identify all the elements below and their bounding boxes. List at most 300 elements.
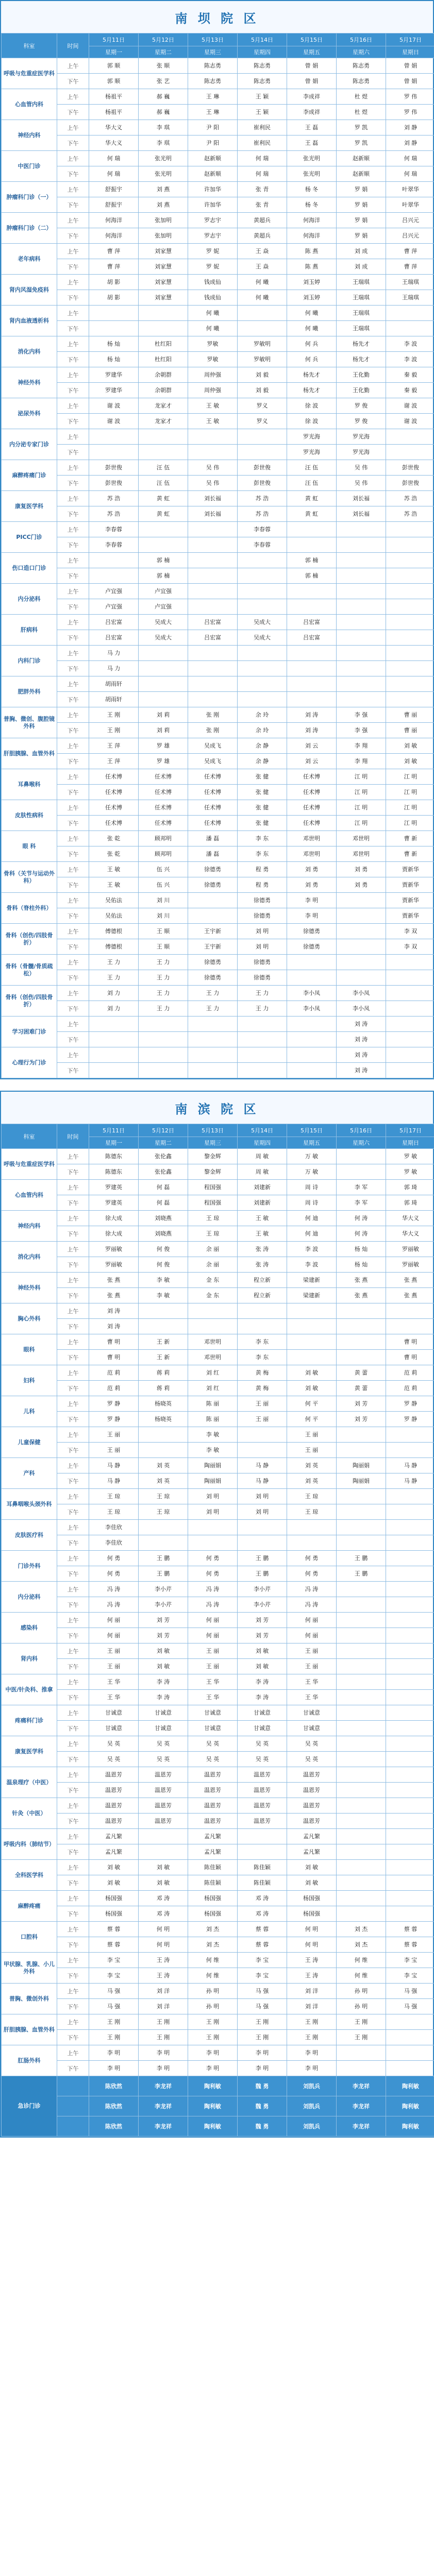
doctor-cell: 曹 明 bbox=[386, 1334, 434, 1350]
doctor-cell bbox=[238, 599, 287, 615]
doctor-cell: 何 磊 bbox=[139, 1180, 188, 1195]
doctor-cell bbox=[238, 306, 287, 321]
time-slot: 上午 bbox=[57, 769, 89, 785]
doctor-cell: 甘诚意 bbox=[139, 1705, 188, 1721]
time-slot: 上午 bbox=[57, 1674, 89, 1690]
summary-cell: 李龙祥 bbox=[139, 2116, 188, 2137]
time-slot: 上午 bbox=[57, 1303, 89, 1319]
dept-name: 肾内风湿免疫科 bbox=[2, 275, 57, 306]
time-slot: 下午 bbox=[57, 290, 89, 306]
doctor-cell: 任术博 bbox=[188, 816, 238, 831]
doctor-cell: 王 涛 bbox=[287, 1968, 337, 1984]
doctor-cell: 刘家慧 bbox=[139, 275, 188, 290]
schedule-row bbox=[2, 1551, 434, 1566]
doctor-cell bbox=[139, 445, 188, 460]
time-slot: 上午 bbox=[57, 1798, 89, 1814]
doctor-cell: 王瑞琪 bbox=[337, 290, 386, 306]
doctor-cell: 刘 明 bbox=[238, 1489, 287, 1504]
doctor-cell: 罗敏明 bbox=[238, 352, 287, 367]
doctor-cell: 何 瑞 bbox=[89, 166, 139, 182]
doctor-cell: 张 健 bbox=[238, 800, 287, 816]
doctor-cell: 罗 娟 bbox=[337, 213, 386, 228]
doctor-cell: 蒋 莉 bbox=[139, 1365, 188, 1381]
dept-name: 神经内科 bbox=[2, 120, 57, 151]
doctor-cell bbox=[188, 1303, 238, 1319]
doctor-cell bbox=[188, 1016, 238, 1032]
header-date: 5月14日 bbox=[238, 33, 287, 46]
time-slot: 上午 bbox=[57, 1984, 89, 1999]
doctor-cell: 刘 杰 bbox=[337, 1937, 386, 1953]
time-slot: 上午 bbox=[57, 553, 89, 568]
doctor-cell: 何 维 bbox=[337, 1953, 386, 1968]
doctor-cell bbox=[337, 1798, 386, 1814]
doctor-cell bbox=[188, 522, 238, 537]
doctor-cell: 任术博 bbox=[287, 769, 337, 785]
schedule-row bbox=[2, 785, 434, 800]
doctor-cell: 何 曦 bbox=[238, 275, 287, 290]
doctor-cell: 李 强 bbox=[337, 723, 386, 738]
doctor-cell: 任术博 bbox=[139, 800, 188, 816]
summary-row bbox=[2, 2116, 434, 2137]
doctor-cell: 李 明 bbox=[287, 2045, 337, 2061]
doctor-cell: 王 丽 bbox=[238, 1412, 287, 1427]
doctor-cell: 罗义 bbox=[238, 398, 287, 414]
time-slot: 下午 bbox=[57, 414, 89, 429]
time-slot: 上午 bbox=[57, 244, 89, 259]
dept-name: 肝胆胰腺、血管外科 bbox=[2, 2014, 57, 2045]
schedule-row bbox=[2, 877, 434, 893]
doctor-cell: 汪 伍 bbox=[139, 460, 188, 476]
schedule-row bbox=[2, 1628, 434, 1643]
doctor-cell: 温恩芳 bbox=[139, 1767, 188, 1783]
doctor-cell: 刘 明 bbox=[238, 939, 287, 955]
schedule-row bbox=[2, 1427, 434, 1443]
doctor-cell bbox=[188, 1032, 238, 1047]
doctor-cell: 甘诚意 bbox=[139, 1721, 188, 1736]
time-slot: 下午 bbox=[57, 599, 89, 615]
doctor-cell: 孙 明 bbox=[337, 1999, 386, 2014]
schedule-row bbox=[2, 1365, 434, 1381]
schedule-row bbox=[2, 1016, 434, 1032]
doctor-cell: 王 涛 bbox=[287, 1953, 337, 1968]
dept-name: 骨科（创伤/四肢骨折） bbox=[2, 924, 57, 955]
schedule-row bbox=[2, 1412, 434, 1427]
doctor-cell: 王 丽 bbox=[287, 1443, 337, 1458]
doctor-cell bbox=[139, 1443, 188, 1458]
summary-cell: 陶利敏 bbox=[386, 2096, 434, 2116]
doctor-cell: 王宇新 bbox=[188, 924, 238, 939]
doctor-cell: 李 波 bbox=[287, 1242, 337, 1257]
time-slot: 上午 bbox=[57, 1613, 89, 1628]
doctor-cell: 吴成大 bbox=[238, 630, 287, 646]
doctor-cell: 吴成大 bbox=[238, 615, 287, 630]
doctor-cell: 王 敏 bbox=[238, 1211, 287, 1226]
doctor-cell: 王 鹏 bbox=[238, 1551, 287, 1566]
doctor-cell: 潘 磊 bbox=[188, 846, 238, 862]
doctor-cell: 刘 涛 bbox=[337, 1063, 386, 1078]
schedule-row bbox=[2, 476, 434, 491]
doctor-cell: 李 明 bbox=[238, 2061, 287, 2076]
time-slot: 下午 bbox=[57, 723, 89, 738]
doctor-cell: 刘建新 bbox=[238, 1180, 287, 1195]
doctor-cell: 程立新 bbox=[238, 1288, 287, 1303]
doctor-cell bbox=[337, 893, 386, 908]
doctor-cell: 余 玲 bbox=[238, 723, 287, 738]
doctor-cell bbox=[386, 1906, 434, 1922]
doctor-cell: 李 军 bbox=[337, 1195, 386, 1211]
doctor-cell bbox=[386, 646, 434, 661]
dept-name: 内分泌科 bbox=[2, 584, 57, 615]
doctor-cell: 李 东 bbox=[238, 831, 287, 846]
summary-row bbox=[2, 2076, 434, 2096]
summary-name: 急诊门诊 bbox=[2, 2076, 57, 2137]
doctor-cell bbox=[337, 1906, 386, 1922]
doctor-cell: 黄超兵 bbox=[238, 213, 287, 228]
summary-cell: 魏 勇 bbox=[238, 2096, 287, 2116]
doctor-cell: 刘 毅 bbox=[238, 367, 287, 383]
doctor-cell bbox=[337, 1582, 386, 1597]
doctor-cell: 卢宜强 bbox=[89, 584, 139, 599]
doctor-cell bbox=[386, 568, 434, 584]
doctor-cell: 罗 妮 bbox=[188, 259, 238, 275]
schedule-row bbox=[2, 275, 434, 290]
doctor-cell: 张 健 bbox=[238, 769, 287, 785]
doctor-cell: 吴成大 bbox=[139, 615, 188, 630]
doctor-cell: 张 燕 bbox=[337, 1288, 386, 1303]
doctor-cell bbox=[386, 1767, 434, 1783]
doctor-cell bbox=[337, 1489, 386, 1504]
doctor-cell bbox=[238, 429, 287, 445]
doctor-cell: 王 琼 bbox=[188, 1226, 238, 1242]
time-slot: 上午 bbox=[57, 1047, 89, 1063]
doctor-cell bbox=[89, 445, 139, 460]
doctor-cell: 刘 敏 bbox=[139, 1860, 188, 1875]
doctor-cell: 刘 明 bbox=[238, 924, 287, 939]
doctor-cell: 何 丽 bbox=[89, 1628, 139, 1643]
doctor-cell: 李 宝 bbox=[386, 1953, 434, 1968]
doctor-cell: 李 明 bbox=[287, 893, 337, 908]
doctor-cell: 郭 琦 bbox=[386, 1180, 434, 1195]
time-slot: 上午 bbox=[57, 275, 89, 290]
doctor-cell: 王 丽 bbox=[238, 1396, 287, 1412]
time-slot: 下午 bbox=[57, 1999, 89, 2014]
header-weekday: 星期五 bbox=[287, 46, 337, 58]
doctor-cell: 刘 英 bbox=[287, 1473, 337, 1489]
doctor-cell: 周 敏 bbox=[238, 1149, 287, 1164]
doctor-cell: 罗志宇 bbox=[188, 228, 238, 244]
dept-name: 普胸、微创、腹腔镜外科 bbox=[2, 707, 57, 738]
time-slot: 上午 bbox=[57, 1520, 89, 1535]
doctor-cell bbox=[89, 1032, 139, 1047]
doctor-cell: 曾 娟 bbox=[287, 74, 337, 89]
doctor-cell: 陈志勇 bbox=[188, 74, 238, 89]
doctor-cell: 杜红阳 bbox=[139, 336, 188, 352]
header-slot: 时间 bbox=[57, 1124, 89, 1149]
schedule-row bbox=[2, 599, 434, 615]
doctor-cell bbox=[337, 584, 386, 599]
doctor-cell: 李小凤 bbox=[337, 1001, 386, 1016]
doctor-cell: 徐大成 bbox=[89, 1226, 139, 1242]
doctor-cell bbox=[287, 584, 337, 599]
doctor-cell: 何 涛 bbox=[337, 1211, 386, 1226]
doctor-cell: 郭 楠 bbox=[287, 568, 337, 584]
doctor-cell: 马 静 bbox=[89, 1458, 139, 1473]
doctor-cell: 张加明 bbox=[139, 228, 188, 244]
doctor-cell bbox=[337, 2061, 386, 2076]
doctor-cell bbox=[238, 1063, 287, 1078]
dept-name: 消化内科 bbox=[2, 336, 57, 367]
schedule-row bbox=[2, 522, 434, 537]
doctor-cell bbox=[386, 955, 434, 970]
schedule-table bbox=[1, 1124, 434, 2137]
time-slot: 下午 bbox=[57, 1164, 89, 1180]
doctor-cell bbox=[287, 1047, 337, 1063]
doctor-cell bbox=[386, 1582, 434, 1597]
doctor-cell: 金 东 bbox=[188, 1273, 238, 1288]
doctor-cell: 何 平 bbox=[287, 1412, 337, 1427]
dept-name: 产科 bbox=[2, 1458, 57, 1489]
summary-cell: 陶利敏 bbox=[188, 2116, 238, 2137]
header-date: 5月13日 bbox=[188, 33, 238, 46]
dept-name: 甲状腺、乳腺、小儿外科 bbox=[2, 1953, 57, 1984]
doctor-cell: 程国强 bbox=[188, 1195, 238, 1211]
time-slot: 上午 bbox=[57, 615, 89, 630]
doctor-cell: 黄 虹 bbox=[287, 491, 337, 506]
dept-name: PICC门诊 bbox=[2, 522, 57, 553]
doctor-cell: 陈 丽 bbox=[188, 1412, 238, 1427]
dept-name: 肿瘤科门诊（一） bbox=[2, 182, 57, 213]
time-slot: 下午 bbox=[57, 1412, 89, 1427]
doctor-cell: 何 迪 bbox=[287, 1226, 337, 1242]
doctor-cell: 李佳欣 bbox=[89, 1535, 139, 1551]
doctor-cell: 何海洋 bbox=[287, 228, 337, 244]
doctor-cell: 罗光海 bbox=[287, 445, 337, 460]
doctor-cell: 杨 灿 bbox=[89, 352, 139, 367]
doctor-cell: 杨国强 bbox=[89, 1891, 139, 1906]
schedule-row bbox=[2, 707, 434, 723]
doctor-cell bbox=[139, 1047, 188, 1063]
time-slot: 下午 bbox=[57, 506, 89, 522]
doctor-cell bbox=[386, 1875, 434, 1891]
doctor-cell: 王 华 bbox=[89, 1690, 139, 1705]
doctor-cell bbox=[139, 646, 188, 661]
summary-cell: 陶利敏 bbox=[386, 2076, 434, 2096]
time-slot: 下午 bbox=[57, 1814, 89, 1829]
doctor-cell bbox=[287, 1334, 337, 1350]
doctor-cell bbox=[386, 1016, 434, 1032]
doctor-cell: 陈志勇 bbox=[337, 74, 386, 89]
doctor-cell: 刘 成 bbox=[337, 244, 386, 259]
doctor-cell: 孟凡繁 bbox=[287, 1829, 337, 1844]
doctor-cell: 张 涛 bbox=[238, 1242, 287, 1257]
doctor-cell: 刘 成 bbox=[337, 259, 386, 275]
doctor-cell: 刘玉婷 bbox=[287, 275, 337, 290]
doctor-cell: 苏 浩 bbox=[89, 491, 139, 506]
doctor-cell: 罗 雄 bbox=[139, 738, 188, 754]
doctor-cell bbox=[188, 1063, 238, 1078]
doctor-cell: 赵新顺 bbox=[188, 151, 238, 166]
doctor-cell: 舒振宇 bbox=[89, 182, 139, 197]
doctor-cell: 江 明 bbox=[337, 785, 386, 800]
doctor-cell: 刘 敏 bbox=[386, 738, 434, 754]
doctor-cell: 吕宏富 bbox=[188, 630, 238, 646]
schedule-row bbox=[2, 1783, 434, 1798]
doctor-cell: 苏 浩 bbox=[386, 506, 434, 522]
doctor-cell: 李 敏 bbox=[188, 1443, 238, 1458]
doctor-cell: 郭 顺 bbox=[89, 74, 139, 89]
time-slot: 上午 bbox=[57, 1396, 89, 1412]
time-slot: 下午 bbox=[57, 568, 89, 584]
doctor-cell: 叶翠华 bbox=[386, 182, 434, 197]
doctor-cell: 黄 蕾 bbox=[337, 1365, 386, 1381]
time-slot: 下午 bbox=[57, 754, 89, 769]
schedule-row bbox=[2, 1891, 434, 1906]
doctor-cell: 何 俊 bbox=[139, 1257, 188, 1273]
header-date: 5月11日 bbox=[89, 1124, 139, 1137]
schedule-row bbox=[2, 89, 434, 105]
schedule-row bbox=[2, 290, 434, 306]
doctor-cell: 王 华 bbox=[287, 1690, 337, 1705]
schedule-row bbox=[2, 1535, 434, 1551]
doctor-cell: 何 丽 bbox=[287, 1613, 337, 1628]
doctor-cell: 王 华 bbox=[89, 1674, 139, 1690]
doctor-cell: 黄 虹 bbox=[139, 491, 188, 506]
header-date: 5月17日 bbox=[386, 1124, 434, 1137]
doctor-cell bbox=[386, 1566, 434, 1582]
doctor-cell: 刘 洋 bbox=[139, 1999, 188, 2014]
schedule-row bbox=[2, 1211, 434, 1226]
schedule-row bbox=[2, 816, 434, 831]
dept-name: 呼吸内科（肺结节） bbox=[2, 1829, 57, 1860]
doctor-cell: 李小芹 bbox=[139, 1582, 188, 1597]
doctor-cell: 罗 敏 bbox=[386, 1164, 434, 1180]
time-slot: 下午 bbox=[57, 197, 89, 213]
time-slot: 下午 bbox=[57, 785, 89, 800]
schedule-row bbox=[2, 754, 434, 769]
schedule-row bbox=[2, 1226, 434, 1242]
doctor-cell bbox=[238, 1016, 287, 1032]
header-date: 5月15日 bbox=[287, 1124, 337, 1137]
doctor-cell: 吴 英 bbox=[188, 1736, 238, 1752]
doctor-cell: 王 琼 bbox=[287, 1504, 337, 1520]
doctor-cell: 何 曦 bbox=[188, 321, 238, 336]
doctor-cell: 李小芹 bbox=[238, 1582, 287, 1597]
doctor-cell: 吕兴元 bbox=[386, 228, 434, 244]
doctor-cell bbox=[337, 1690, 386, 1705]
time-slot: 上午 bbox=[57, 1582, 89, 1597]
doctor-cell bbox=[386, 2014, 434, 2030]
doctor-cell: 张 青 bbox=[238, 182, 287, 197]
doctor-cell bbox=[337, 1752, 386, 1767]
doctor-cell: 郝 巍 bbox=[139, 105, 188, 120]
doctor-cell: 陈佳颖 bbox=[188, 1875, 238, 1891]
dept-name: 肿瘤科门诊（二） bbox=[2, 213, 57, 244]
doctor-cell: 李 明 bbox=[139, 2045, 188, 2061]
doctor-cell bbox=[287, 537, 337, 553]
doctor-cell: 任术博 bbox=[89, 769, 139, 785]
campus-title: 南 坝 院 区 bbox=[1, 1, 433, 33]
dept-name: 心理行为门诊 bbox=[2, 1047, 57, 1078]
doctor-cell: 余 玲 bbox=[238, 707, 287, 723]
doctor-cell: 余 丽 bbox=[188, 1242, 238, 1257]
doctor-cell: 王 刚 bbox=[89, 2014, 139, 2030]
doctor-cell: 余 静 bbox=[238, 738, 287, 754]
doctor-cell: 杜红阳 bbox=[139, 352, 188, 367]
doctor-cell: 李 宝 bbox=[89, 1953, 139, 1968]
time-slot: 上午 bbox=[57, 460, 89, 476]
schedule-row bbox=[2, 259, 434, 275]
doctor-cell: 邓世明 bbox=[287, 831, 337, 846]
doctor-cell: 何 勇 bbox=[89, 1566, 139, 1582]
doctor-cell: 罗 伟 bbox=[386, 89, 434, 105]
doctor-cell bbox=[139, 1303, 188, 1319]
doctor-cell: 罗建英 bbox=[89, 1195, 139, 1211]
doctor-cell bbox=[337, 1535, 386, 1551]
doctor-cell: 杨 灿 bbox=[337, 1242, 386, 1257]
doctor-cell: 王 刚 bbox=[89, 723, 139, 738]
doctor-cell bbox=[238, 1829, 287, 1844]
doctor-cell: 何 俊 bbox=[139, 1242, 188, 1257]
schedule-row bbox=[2, 769, 434, 785]
schedule-row bbox=[2, 862, 434, 877]
doctor-cell: 罗 娟 bbox=[337, 228, 386, 244]
doctor-cell: 华大义 bbox=[386, 1226, 434, 1242]
dept-name: 针灸（中医） bbox=[2, 1798, 57, 1829]
doctor-cell: 黎金辉 bbox=[188, 1164, 238, 1180]
time-slot: 上午 bbox=[57, 584, 89, 599]
doctor-cell: 刘 明 bbox=[238, 1504, 287, 1520]
doctor-cell: 温恩芳 bbox=[287, 1767, 337, 1783]
time-slot: 下午 bbox=[57, 1752, 89, 1767]
schedule-row bbox=[2, 1906, 434, 1922]
doctor-cell bbox=[337, 1504, 386, 1520]
doctor-cell bbox=[139, 522, 188, 537]
doctor-cell: 谢 波 bbox=[386, 414, 434, 429]
dept-name: 伤口造口门诊 bbox=[2, 553, 57, 584]
doctor-cell: 汪 伍 bbox=[287, 476, 337, 491]
schedule-row bbox=[2, 306, 434, 321]
doctor-cell: 周 诗 bbox=[287, 1180, 337, 1195]
doctor-cell: 江 明 bbox=[386, 785, 434, 800]
doctor-cell: 李 翔 bbox=[337, 754, 386, 769]
summary-cell: 李龙祥 bbox=[139, 2096, 188, 2116]
doctor-cell: 刘长福 bbox=[337, 491, 386, 506]
doctor-cell: 华大义 bbox=[89, 135, 139, 151]
doctor-cell: 吴 英 bbox=[238, 1736, 287, 1752]
time-slot: 上午 bbox=[57, 1334, 89, 1350]
doctor-cell: 马 力 bbox=[89, 646, 139, 661]
doctor-cell: 冯 涛 bbox=[287, 1597, 337, 1613]
schedule-row bbox=[2, 74, 434, 89]
time-slot: 下午 bbox=[57, 1319, 89, 1334]
doctor-cell bbox=[89, 568, 139, 584]
doctor-cell: 张 健 bbox=[238, 816, 287, 831]
schedule-row bbox=[2, 1953, 434, 1968]
doctor-cell: 刘 敏 bbox=[287, 1860, 337, 1875]
doctor-cell bbox=[386, 1520, 434, 1535]
header-date: 5月15日 bbox=[287, 33, 337, 46]
doctor-cell: 马 力 bbox=[89, 661, 139, 676]
time-slot: 下午 bbox=[57, 1032, 89, 1047]
doctor-cell: 刘家慧 bbox=[139, 259, 188, 275]
doctor-cell: 马 强 bbox=[386, 1999, 434, 2014]
doctor-cell: 李小芹 bbox=[139, 1597, 188, 1613]
doctor-cell bbox=[337, 955, 386, 970]
summary-cell: 刘凯兵 bbox=[287, 2096, 337, 2116]
doctor-cell: 王 丽 bbox=[89, 1659, 139, 1674]
doctor-cell: 刘 敏 bbox=[89, 1860, 139, 1875]
doctor-cell: 徐德勇 bbox=[238, 955, 287, 970]
